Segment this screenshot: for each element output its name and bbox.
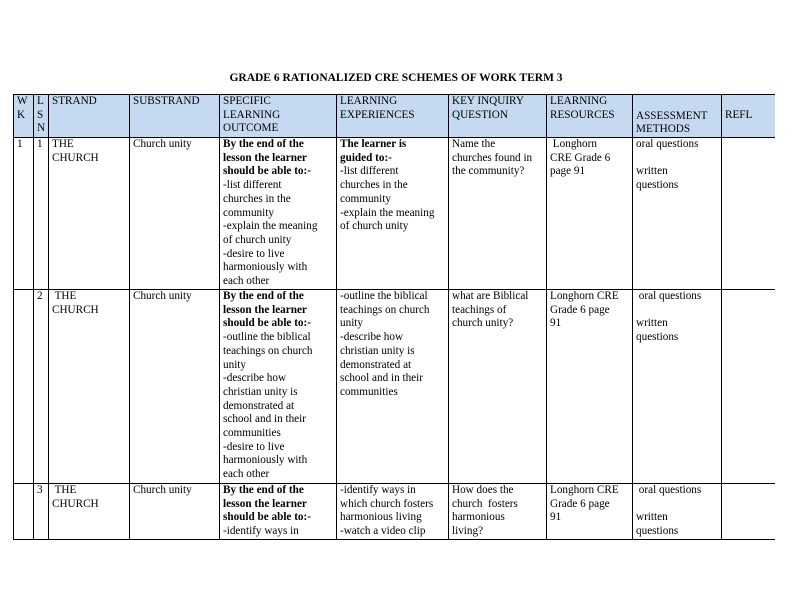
header-row	[14, 95, 776, 138]
cell-specific-learning-outcome: By the end of the lesson the learner should be able to:- -list different churches in the community -explain the meaning of church unity -desire to live harmoniously with each other	[220, 138, 337, 290]
cell-learning-resources: Longhorn CRE Grade 6 page 91	[547, 138, 633, 290]
header-reflection: REFL	[722, 95, 776, 138]
cell-strand: THE CHURCH	[49, 484, 130, 540]
cell-wk: 1	[14, 138, 34, 290]
cell-reflection	[722, 484, 776, 540]
page-title: GRADE 6 RATIONALIZED CRE SCHEMES OF WORK TERM 3	[229, 72, 563, 84]
header-lsn: L S N	[34, 95, 49, 138]
table-row	[14, 138, 776, 290]
cell-strand: THE CHURCH	[49, 138, 130, 290]
cell-learning-resources: Longhorn CRE Grade 6 page 91	[547, 290, 633, 484]
cell-lsn: 1	[34, 138, 49, 290]
cell-key-inquiry-question: How does the church fosters harmonious living?	[449, 484, 547, 540]
header-learning-resources: LEARNING RESOURCES	[547, 95, 633, 138]
cell-assessment-methods: oral questions written questions	[633, 290, 722, 484]
header-specific-learning-outcome: SPECIFIC LEARNING OUTCOME	[220, 95, 337, 138]
cell-strand: THE CHURCH	[49, 290, 130, 484]
cell-key-inquiry-question: Name the churches found in the community?	[449, 138, 547, 290]
header-substrand: SUBSTRAND	[130, 95, 220, 138]
table-row	[14, 484, 776, 540]
cell-learning-experiences: -identify ways in which church fosters harmonious living -watch a video clip	[337, 484, 449, 540]
cell-substrand: Church unity	[130, 138, 220, 290]
cell-specific-learning-outcome: By the end of the lesson the learner should be able to:- -identify ways in	[220, 484, 337, 540]
cell-assessment-methods: oral questions written questions	[633, 484, 722, 540]
cell-learning-resources: Longhorn CRE Grade 6 page 91	[547, 484, 633, 540]
cell-lsn: 3	[34, 484, 49, 540]
cell-substrand: Church unity	[130, 290, 220, 484]
table-row	[14, 290, 776, 484]
cell-key-inquiry-question: what are Biblical teachings of church unity?	[449, 290, 547, 484]
cell-wk	[14, 290, 34, 484]
cell-substrand: Church unity	[130, 484, 220, 540]
schemes-table-wrapper	[13, 94, 775, 540]
cell-assessment-methods: oral questions written questions	[633, 138, 722, 290]
header-wk: W K	[14, 95, 34, 138]
cell-lsn: 2	[34, 290, 49, 484]
cell-learning-experiences: The learner is guided to:- -list different churches in the community -explain the meaning of church unity	[337, 138, 449, 290]
cell-reflection	[722, 138, 776, 290]
header-strand: STRAND	[49, 95, 130, 138]
schemes-table	[13, 94, 775, 540]
cell-specific-learning-outcome: By the end of the lesson the learner should be able to:- -outline the biblical teachings on church unity -describe how christian unity is demonstrated at school and in their communities -desire to live harmoniously with each other	[220, 290, 337, 484]
header-key-inquiry-question: KEY INQUIRY QUESTION	[449, 95, 547, 138]
cell-learning-experiences: -outline the biblical teachings on church unity -describe how christian unity is demonstrated at school and in their communities	[337, 290, 449, 484]
header-learning-experiences: LEARNING EXPERIENCES	[337, 95, 449, 138]
cell-wk	[14, 484, 34, 540]
cell-reflection	[722, 290, 776, 484]
header-assessment-methods: ASSESSMENT METHODS	[633, 95, 722, 138]
